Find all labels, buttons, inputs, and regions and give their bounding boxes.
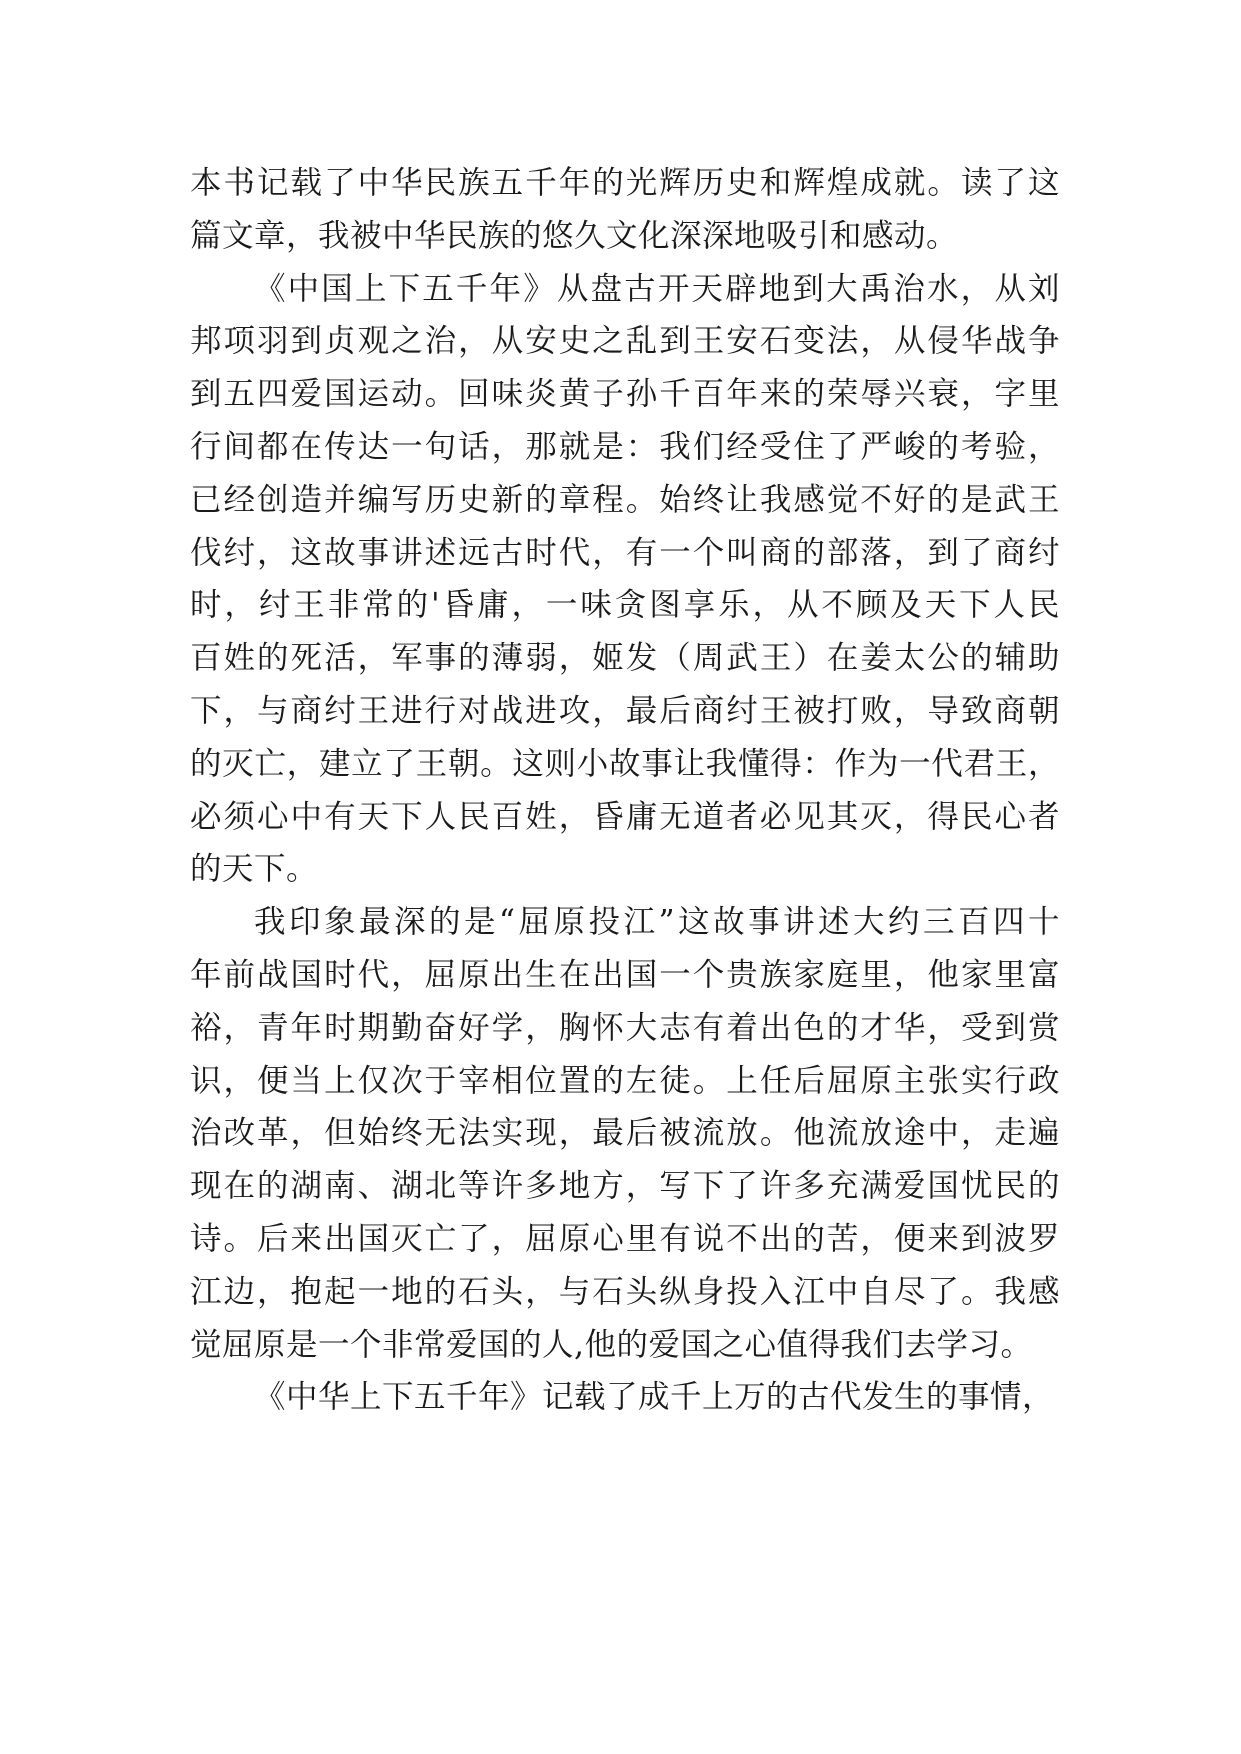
text-line: 邦项羽到贞观之治，从安史之乱到王安石变法，从侵华战争 bbox=[190, 323, 1060, 360]
text-line: 治改革，但始终无法实现，最后被流放。他流放途中，走遍 bbox=[190, 1115, 1060, 1152]
text-line: 本书记载了中华民族五千年的光辉历史和辉煌成就。读了这 bbox=[190, 165, 1060, 201]
text-line: 年前战国时代，屈原出生在出国一个贵族家庭里，他家里富 bbox=[190, 956, 1060, 993]
text-line: 时，纣王非常的'昏庸，一味贪图享乐，从不顾及天下人民 bbox=[190, 587, 1060, 624]
text-line: 到五四爱国运动。回味炎黄子孙千百年来的荣辱兴衰，字里 bbox=[190, 376, 1060, 413]
text-line: 已经创造并编写历史新的章程。始终让我感觉不好的是武王 bbox=[190, 481, 1060, 518]
text-line: 行间都在传达一句话，那就是：我们经受住了严峻的考验， bbox=[190, 428, 1060, 465]
text-line: 下，与商纣王进行对战进攻，最后商纣王被打败，导致商朝 bbox=[190, 692, 1060, 729]
text-line: 觉屈原是一个非常爱国的人,他的爱国之心值得我们去学习。 bbox=[190, 1326, 1033, 1363]
text-line: 江边，抱起一地的石头，与石头纵身投入江中自尽了。我感 bbox=[190, 1273, 1060, 1310]
text-line: 诗。后来出国灭亡了，屈原心里有说不出的苦，便来到波罗 bbox=[190, 1220, 1060, 1257]
text-line: 必须心中有天下人民百姓，昏庸无道者必见其灭，得民心者 bbox=[190, 798, 1060, 835]
text-line: 裕，青年时期勤奋好学，胸怀大志有着出色的才华，受到赏 bbox=[190, 1009, 1060, 1046]
text-line: 的天下。 bbox=[190, 851, 319, 888]
text-line: 《中华上下五千年》记载了成千上万的古代发生的事情， bbox=[254, 1379, 1055, 1416]
text-line: 《中国上下五千年》从盘古开天辟地到大禹治水，从刘 bbox=[254, 270, 1060, 307]
text-line: 伐纣，这故事讲述远古时代，有一个叫商的部落，到了商纣 bbox=[190, 534, 1060, 571]
body-text bbox=[190, 157, 1060, 1424]
text-line: 的灭亡，建立了王朝。这则小故事让我懂得：作为一代君王， bbox=[190, 745, 1060, 782]
text-line: 现在的湖南、湖北等许多地方，写下了许多充满爱国忧民的 bbox=[190, 1168, 1060, 1205]
text-line: 我印象最深的是“屈原投江”这故事讲述大约三百四十 bbox=[254, 904, 1060, 941]
text-line: 篇文章，我被中华民族的悠久文化深深地吸引和感动。 bbox=[190, 217, 959, 254]
text-line: 百姓的死活，军事的薄弱，姬发（周武王）在姜太公的辅助 bbox=[190, 640, 1060, 677]
text-line: 识，便当上仅次于宰相位置的左徒。上任后屈原主张实行政 bbox=[190, 1062, 1060, 1099]
